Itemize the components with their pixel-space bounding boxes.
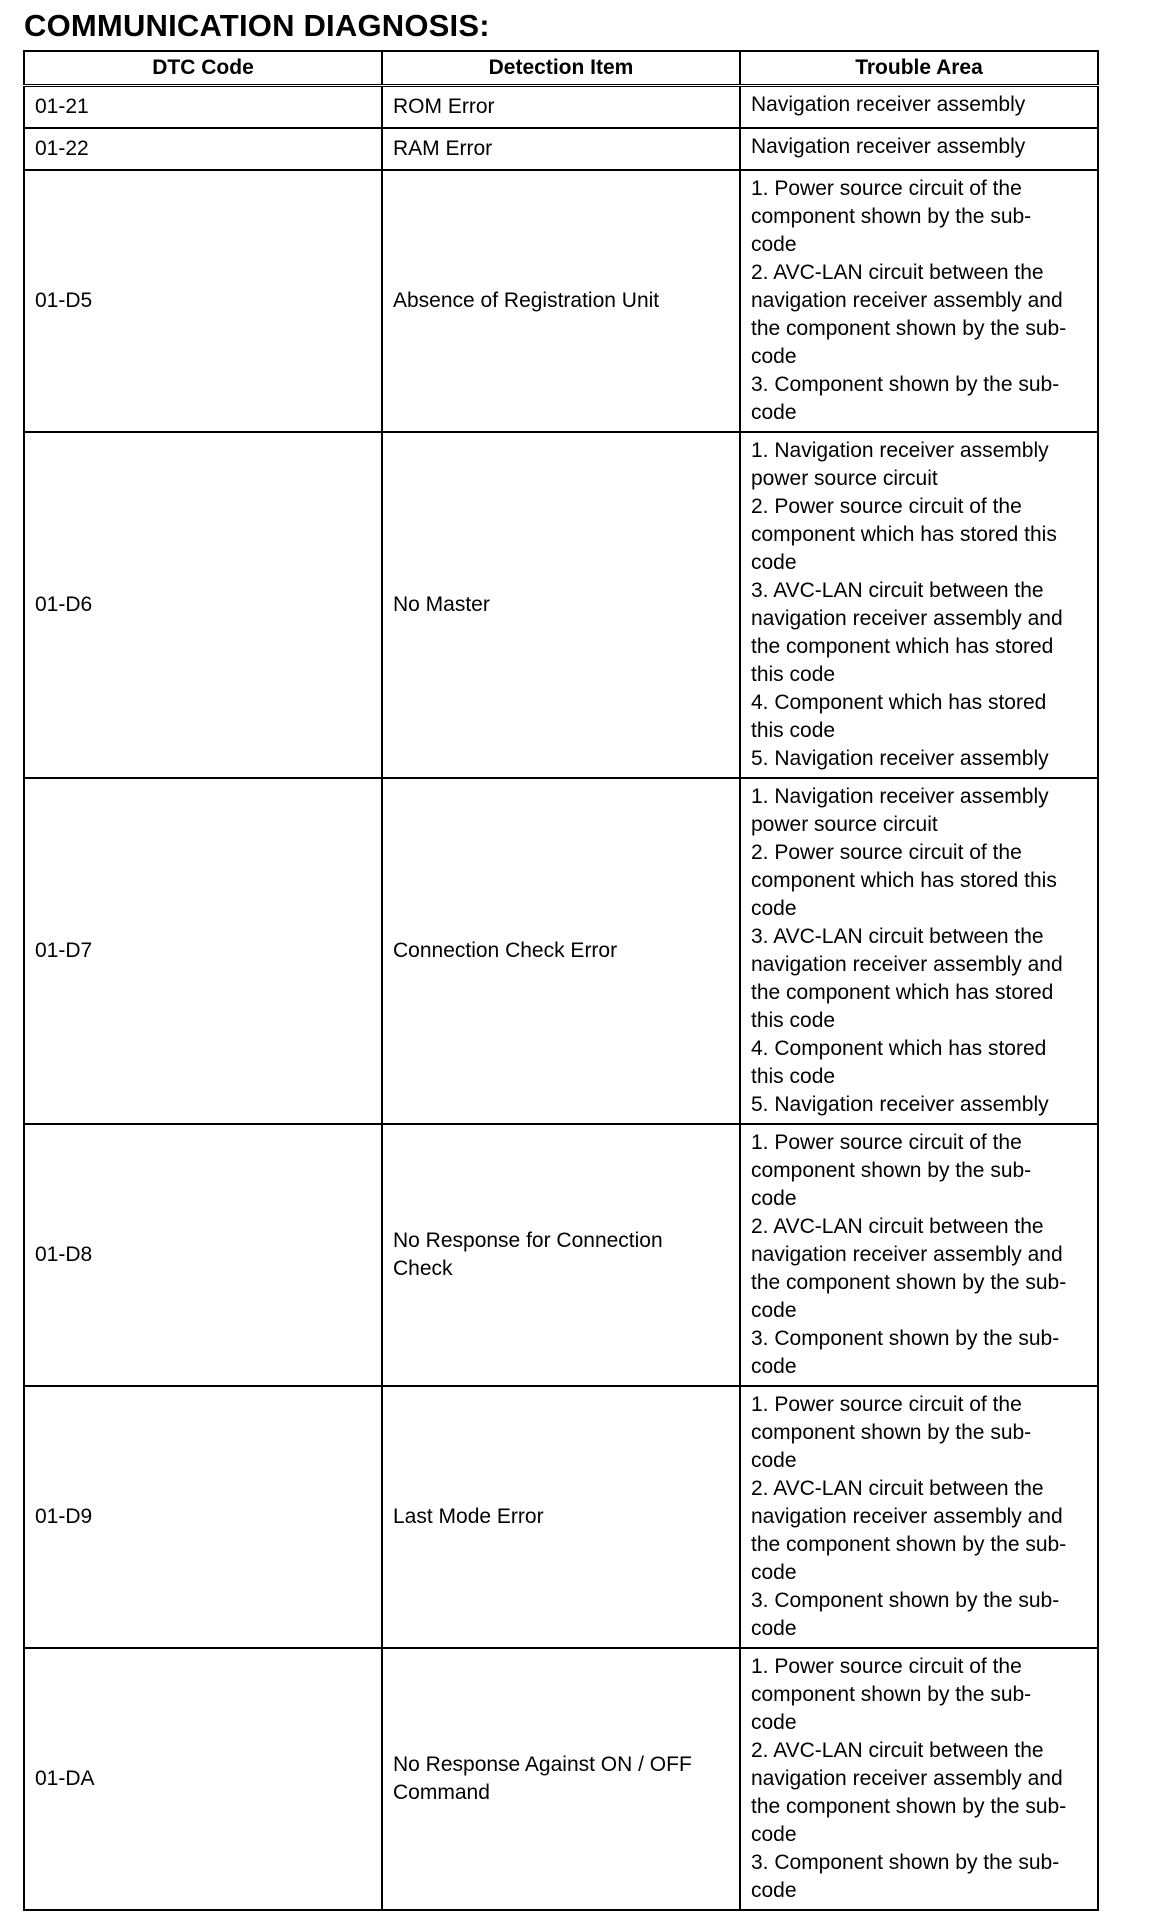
dtc-code-cell: 01-D6 bbox=[24, 432, 382, 778]
table-row bbox=[24, 1648, 1098, 1910]
trouble-area-line: 2. AVC-LAN circuit between the bbox=[751, 1215, 1044, 1238]
trouble-area-line: navigation receiver assembly and bbox=[751, 953, 1063, 976]
trouble-area-cell bbox=[740, 86, 1098, 129]
detection-item-line: No Master bbox=[393, 593, 490, 616]
trouble-area-line: 3. AVC-LAN circuit between the bbox=[751, 925, 1044, 948]
trouble-area-line: 2. Power source circuit of the bbox=[751, 841, 1022, 864]
detection-item-line: Connection Check Error bbox=[393, 939, 618, 962]
detection-item-cell bbox=[382, 1648, 740, 1910]
trouble-area-line: navigation receiver assembly and bbox=[751, 289, 1063, 312]
trouble-area-line: this code bbox=[751, 1065, 836, 1088]
trouble-area-line: 4. Component which has stored bbox=[751, 691, 1047, 714]
detection-item-line: RAM Error bbox=[393, 137, 493, 160]
table-row bbox=[24, 432, 1098, 778]
trouble-area-line: 3. Component shown by the sub- bbox=[751, 1589, 1060, 1612]
trouble-area-cell bbox=[740, 432, 1098, 778]
trouble-area-line: navigation receiver assembly and bbox=[751, 607, 1063, 630]
trouble-area-line: code bbox=[751, 1187, 797, 1210]
table-row bbox=[24, 1386, 1098, 1648]
trouble-area-line: power source circuit bbox=[751, 467, 938, 490]
trouble-area-line: the component which has stored bbox=[751, 635, 1054, 658]
trouble-area-line: 3. AVC-LAN circuit between the bbox=[751, 579, 1044, 602]
detection-item-line: Absence of Registration Unit bbox=[393, 289, 660, 312]
trouble-area-cell bbox=[740, 1648, 1098, 1910]
trouble-area-line: navigation receiver assembly and bbox=[751, 1243, 1063, 1266]
trouble-area-line: navigation receiver assembly and bbox=[751, 1505, 1063, 1528]
table-header-row bbox=[24, 51, 1098, 86]
trouble-area-line: 4. Component which has stored bbox=[751, 1037, 1047, 1060]
dtc-code-cell: 01-D8 bbox=[24, 1124, 382, 1386]
detection-item-cell bbox=[382, 778, 740, 1124]
table-row bbox=[24, 1124, 1098, 1386]
trouble-area-line: component shown by the sub- bbox=[751, 1159, 1032, 1182]
table-row bbox=[24, 128, 1098, 170]
trouble-area-line: 3. Component shown by the sub- bbox=[751, 1327, 1060, 1350]
dtc-code-cell: 01-D9 bbox=[24, 1386, 382, 1648]
trouble-area-line: 3. Component shown by the sub- bbox=[751, 1851, 1060, 1874]
trouble-area-line: code bbox=[751, 1355, 797, 1378]
detection-item-cell bbox=[382, 1386, 740, 1648]
trouble-area-line: the component shown by the sub- bbox=[751, 1795, 1067, 1818]
trouble-area-line: code bbox=[751, 551, 797, 574]
communication-diagnosis-table bbox=[23, 50, 1099, 1911]
trouble-area-line: 2. Power source circuit of the bbox=[751, 495, 1022, 518]
trouble-area-line: code bbox=[751, 401, 797, 424]
trouble-area-line: component shown by the sub- bbox=[751, 205, 1032, 228]
trouble-area-line: code bbox=[751, 233, 797, 256]
detection-item-cell bbox=[382, 1124, 740, 1386]
trouble-area-line: 1. Power source circuit of the bbox=[751, 1655, 1022, 1678]
page-title: COMMUNICATION DIAGNOSIS: bbox=[24, 8, 490, 43]
trouble-area-line: 1. Navigation receiver assembly bbox=[751, 785, 1049, 808]
trouble-area-line: 5. Navigation receiver assembly bbox=[751, 747, 1049, 770]
trouble-area-line: 1. Power source circuit of the bbox=[751, 1393, 1022, 1416]
trouble-area-line: component shown by the sub- bbox=[751, 1683, 1032, 1706]
trouble-area-line: power source circuit bbox=[751, 813, 938, 836]
trouble-area-line: component which has stored this bbox=[751, 869, 1057, 892]
trouble-area-line: 2. AVC-LAN circuit between the bbox=[751, 1477, 1044, 1500]
detection-item-cell bbox=[382, 86, 740, 129]
trouble-area-line: 3. Component shown by the sub- bbox=[751, 373, 1060, 396]
trouble-area-line: 1. Power source circuit of the bbox=[751, 1131, 1022, 1154]
trouble-area-line: 1. Power source circuit of the bbox=[751, 177, 1022, 200]
trouble-area-line: component which has stored this bbox=[751, 523, 1057, 546]
table-body bbox=[24, 86, 1098, 1911]
trouble-area-line: Navigation receiver assembly bbox=[751, 93, 1026, 116]
table-row bbox=[24, 170, 1098, 432]
trouble-area-line: code bbox=[751, 1823, 797, 1846]
table-row bbox=[24, 86, 1098, 129]
header-detection-item: Detection Item bbox=[382, 51, 740, 86]
detection-item-line: Command bbox=[393, 1781, 490, 1804]
trouble-area-line: Navigation receiver assembly bbox=[751, 135, 1026, 158]
detection-item-line: Last Mode Error bbox=[393, 1505, 544, 1528]
trouble-area-line: 5. Navigation receiver assembly bbox=[751, 1093, 1049, 1116]
trouble-area-line: component shown by the sub- bbox=[751, 1421, 1032, 1444]
dtc-code-cell: 01-D7 bbox=[24, 778, 382, 1124]
header-dtc-code: DTC Code bbox=[24, 51, 382, 86]
trouble-area-line: 1. Navigation receiver assembly bbox=[751, 439, 1049, 462]
trouble-area-line: navigation receiver assembly and bbox=[751, 1767, 1063, 1790]
trouble-area-line: the component shown by the sub- bbox=[751, 1271, 1067, 1294]
detection-item-line: No Response for Connection bbox=[393, 1229, 663, 1252]
trouble-area-cell bbox=[740, 170, 1098, 432]
detection-item-cell bbox=[382, 432, 740, 778]
trouble-area-line: code bbox=[751, 345, 797, 368]
trouble-area-line: code bbox=[751, 1561, 797, 1584]
dtc-code-cell: 01-22 bbox=[24, 128, 382, 170]
dtc-code-cell: 01-21 bbox=[24, 86, 382, 129]
detection-item-line: No Response Against ON / OFF bbox=[393, 1753, 692, 1776]
trouble-area-line: code bbox=[751, 1299, 797, 1322]
trouble-area-line: code bbox=[751, 897, 797, 920]
trouble-area-cell bbox=[740, 778, 1098, 1124]
trouble-area-line: the component shown by the sub- bbox=[751, 1533, 1067, 1556]
trouble-area-cell bbox=[740, 128, 1098, 170]
trouble-area-line: code bbox=[751, 1449, 797, 1472]
trouble-area-line: code bbox=[751, 1617, 797, 1640]
trouble-area-line: 2. AVC-LAN circuit between the bbox=[751, 1739, 1044, 1762]
header-trouble-area: Trouble Area bbox=[740, 51, 1098, 86]
detection-item-line: Check bbox=[393, 1257, 453, 1280]
table-row bbox=[24, 778, 1098, 1124]
trouble-area-cell bbox=[740, 1386, 1098, 1648]
trouble-area-line: this code bbox=[751, 1009, 836, 1032]
dtc-code-cell: 01-D5 bbox=[24, 170, 382, 432]
trouble-area-cell bbox=[740, 1124, 1098, 1386]
detection-item-line: ROM Error bbox=[393, 95, 495, 118]
trouble-area-line: this code bbox=[751, 663, 836, 686]
trouble-area-line: code bbox=[751, 1879, 797, 1902]
detection-item-cell bbox=[382, 128, 740, 170]
detection-item-cell bbox=[382, 170, 740, 432]
trouble-area-line: the component which has stored bbox=[751, 981, 1054, 1004]
trouble-area-line: the component shown by the sub- bbox=[751, 317, 1067, 340]
dtc-code-cell: 01-DA bbox=[24, 1648, 382, 1910]
trouble-area-line: 2. AVC-LAN circuit between the bbox=[751, 261, 1044, 284]
trouble-area-line: code bbox=[751, 1711, 797, 1734]
trouble-area-line: this code bbox=[751, 719, 836, 742]
